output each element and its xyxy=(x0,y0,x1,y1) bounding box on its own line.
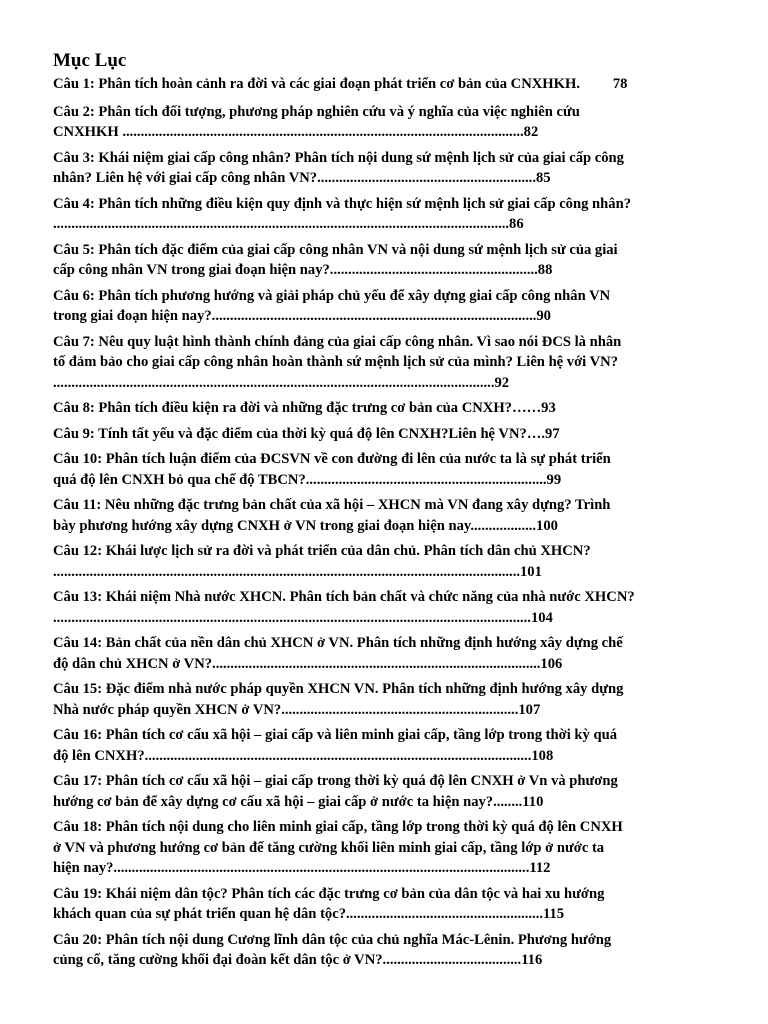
toc-entry-1[interactable]: Câu 1: Phân tích hoàn cảnh ra đời và các giai đoạn phát triển cơ bản của CNXHKH. 78 xyxy=(53,76,628,92)
toc-entry-10[interactable]: Câu 10: Phân tích luận điểm của ĐCSVN về con đường đi lên của nước ta là sự phát triển quá độ lên CNXH bỏ qua chế độ TBCN?..................................................................99 xyxy=(53,451,611,488)
toc-entry-2[interactable]: Câu 2: Phân tích đối tượng, phương pháp nghiên cứu và ý nghĩa của việc nghiên cứu CNXHKH ..............................................................................................................82 xyxy=(53,103,580,140)
toc-page xyxy=(53,49,721,976)
toc-entry-4[interactable]: Câu 4: Phân tích những điều kiện quy định và thực hiện sứ mệnh lịch sử giai cấp công nhân? .............................................................................................................................86 xyxy=(53,195,631,232)
toc-entry-5[interactable]: Câu 5: Phân tích đặc điểm của giai cấp công nhân VN và nội dung sứ mệnh lịch sử của giai cấp công nhân VN trong giai đoạn hiện nay?.........................................................88 xyxy=(53,241,618,278)
toc-entry-11[interactable]: Câu 11: Nêu những đặc trưng bản chất của xã hội – XHCN mà VN đang xây dựng? Trình bày phương hướng xây dựng CNXH ở VN trong giai đoạn hiện nay..................100 xyxy=(53,497,611,534)
toc-entry-6[interactable]: Câu 6: Phân tích phương hướng và giải pháp chủ yếu để xây dựng giai cấp công nhân VN trong giai đoạn hiện nay?.........................................................................................90 xyxy=(53,287,611,324)
toc-entry-9[interactable]: Câu 9: Tính tất yếu và đặc điểm của thời kỳ quá độ lên CNXH?Liên hệ VN?….97 xyxy=(53,425,560,442)
toc-entry-12[interactable]: Câu 12: Khái lược lịch sử ra đời và phát triển của dân chủ. Phân tích dân chủ XHCN? ................................................................................................................................101 xyxy=(53,543,591,580)
toc-entry-7[interactable]: Câu 7: Nêu quy luật hình thành chính đảng của giai cấp công nhân. Vì sao nói ĐCS là nhân tố đảm bảo cho giai cấp công nhân hoàn thành sứ mệnh lịch sử của mình? Liên hệ với VN? .........................................................................................................................92 xyxy=(53,333,622,391)
toc-entry-19[interactable]: Câu 19: Khái niệm dân tộc? Phân tích các đặc trưng cơ bản của dân tộc và hai xu hướng khách quan của sự phát triển quan hệ dân tộc?......................................................115 xyxy=(53,885,605,922)
toc-entry-14[interactable]: Câu 14: Bản chất của nền dân chủ XHCN ở VN. Phân tích những định hướng xây dựng chế độ dân chủ XHCN ở VN?..........................................................................................106 xyxy=(53,635,623,672)
toc-entry-15[interactable]: Câu 15: Đặc điểm nhà nước pháp quyền XHCN VN. Phân tích những định hướng xây dựng Nhà nước pháp quyền XHCN ở VN?.................................................................107 xyxy=(53,681,624,718)
toc-entry-17[interactable]: Câu 17: Phân tích cơ cấu xã hội – giai cấp trong thời kỳ quá độ lên CNXH ở Vn và phương hướng cơ bản để xây dựng cơ cấu xã hội – giai cấp ở nước ta hiện nay?........110 xyxy=(53,773,618,810)
toc-entry-16[interactable]: Câu 16: Phân tích cơ cấu xã hội – giai cấp và liên minh giai cấp, tầng lớp trong thời kỳ quá độ lên CNXH?..........................................................................................................108 xyxy=(53,727,618,764)
toc-title: Mục Lục xyxy=(53,50,127,71)
toc-entry-8[interactable]: Câu 8: Phân tích điều kiện ra đời và những đặc trưng cơ bản của CNXH?……93 xyxy=(53,400,556,416)
toc-entry-3[interactable]: Câu 3: Khái niệm giai cấp công nhân? Phân tích nội dung sứ mệnh lịch sử của giai cấp công nhân? Liên hệ với giai cấp công nhân VN?............................................................85 xyxy=(53,149,624,186)
toc-entry-13[interactable]: Câu 13: Khái niệm Nhà nước XHCN. Phân tích bản chất và chức năng của nhà nước XHCN? ...................................................................................................................................104 xyxy=(53,589,635,626)
toc-entry-18[interactable]: Câu 18: Phân tích nội dung cho liên minh giai cấp, tầng lớp trong thời kỳ quá độ lên CNXH ở VN và phương hướng cơ bản để tăng cường khối liên minh giai cấp, tầng lớp ở nước ta hiện nay?..................................................................................................................112 xyxy=(53,819,623,876)
toc-entry-20[interactable]: Câu 20: Phân tích nội dung Cương lĩnh dân tộc của chủ nghĩa Mác-Lênin. Phương hướng củng cố, tăng cường khối đại đoàn kết dân tộc ở VN?......................................116 xyxy=(53,931,612,968)
